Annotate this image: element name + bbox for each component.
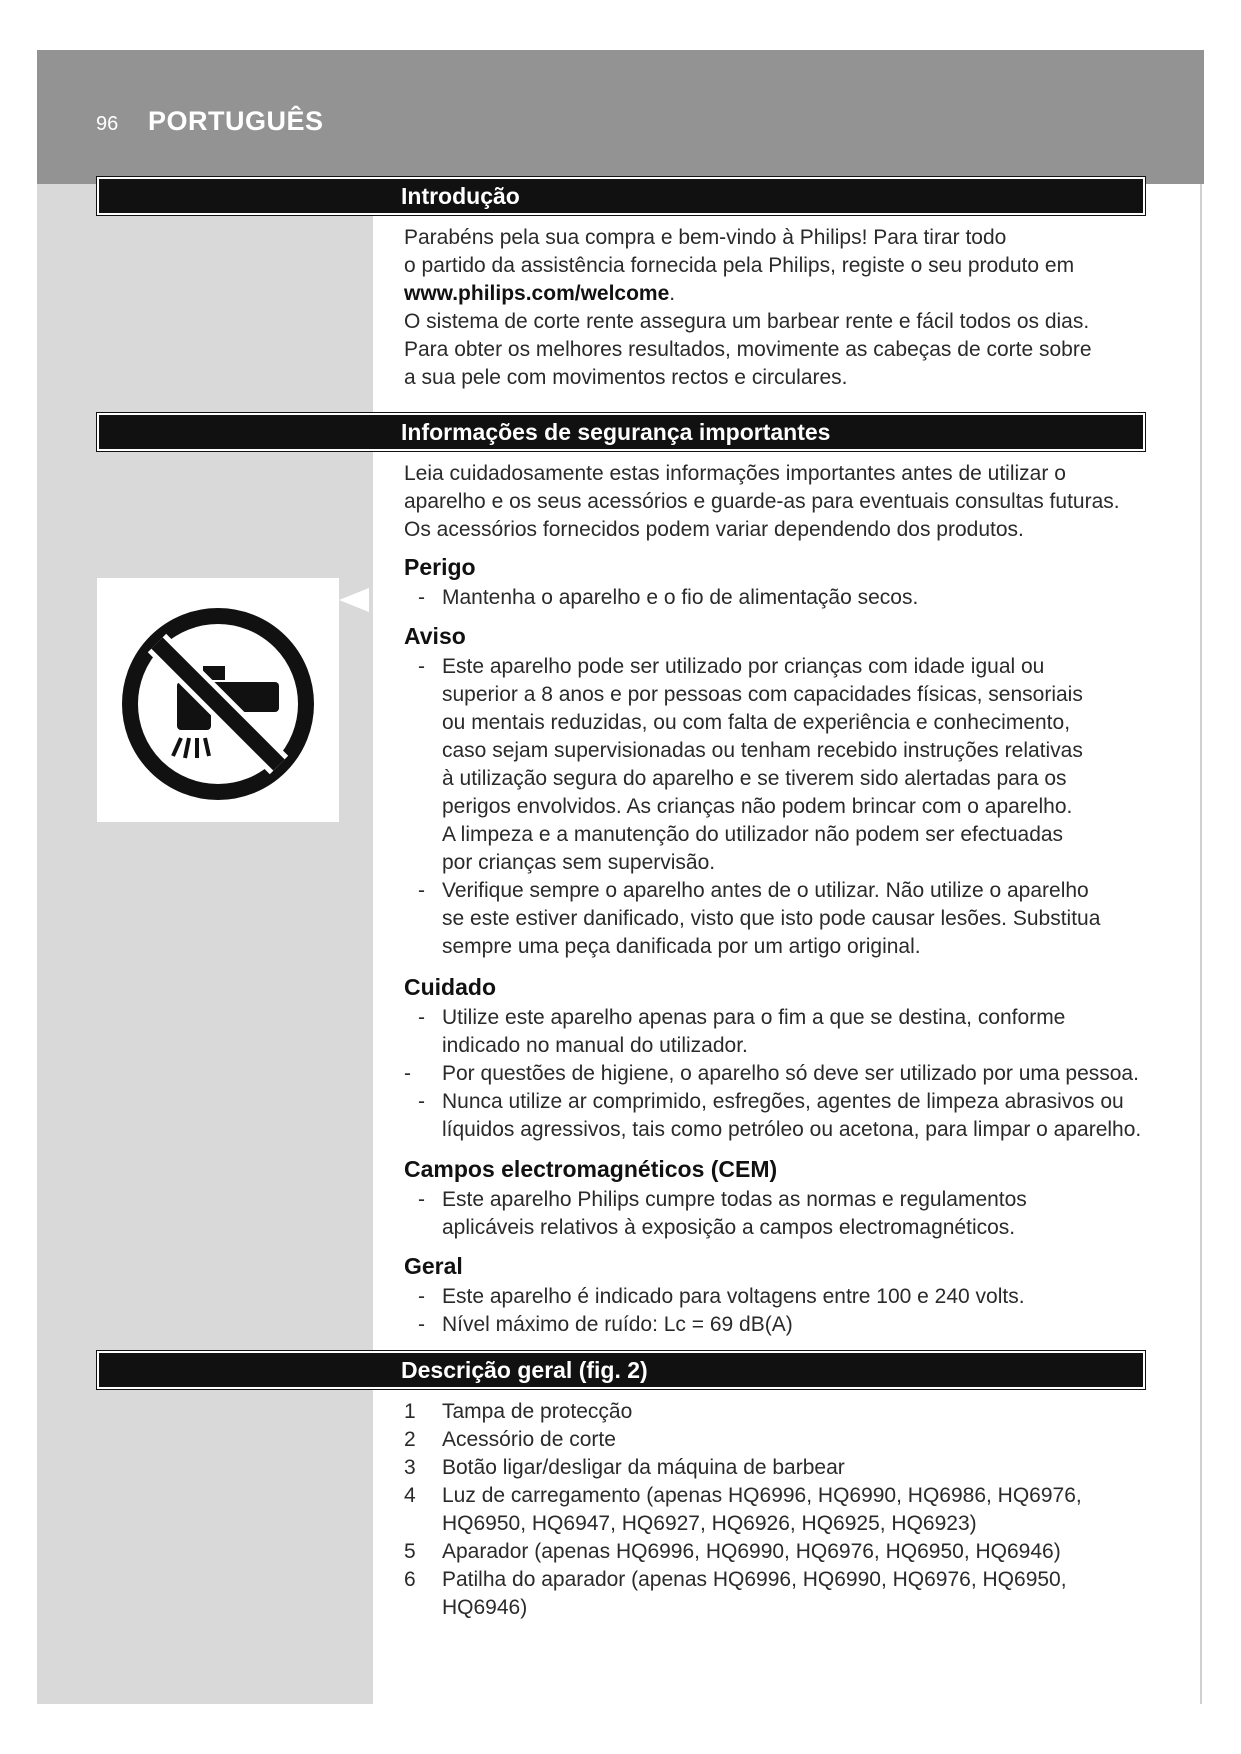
text-line: Parabéns pela sua compra e bem-vindo à Philips! Para tirar todo (404, 226, 1007, 249)
warning-pictogram (97, 578, 339, 822)
caution-heading: Cuidado (404, 974, 496, 1000)
page-number: 96 (96, 113, 119, 135)
general-heading: Geral (404, 1253, 463, 1279)
emf-list (404, 1186, 1164, 1242)
list-item: - Este aparelho pode ser utilizado por crianças com idade igual ou superior a 8 anos e por pessoas com capacidades físicas, sensoriais ou mentais reduzidas, ou com falta de experiência e conhecimento, caso sejam supervisionadas ou tenham recebido instruções relativas à utilização segura do aparelho e se tiverem sido alertadas para os perigos envolvidos. As crianças não podem brincar com o aparelho. A limpeza e a manutenção do utilizador não podem ser efectuadas por crianças sem supervisão. (418, 655, 1083, 874)
list-item: - Nível máximo de ruído: Lc = 69 dB(A) (418, 1313, 793, 1336)
pictogram-pointer (339, 588, 369, 612)
list-item: - Por questões de higiene, o aparelho só deve ser utilizado por uma pessoa. (404, 1062, 1139, 1085)
list-item: 5 Aparador (apenas HQ6996, HQ6990, HQ6976, HQ6950, HQ6946) (404, 1540, 1061, 1563)
text-line: Leia cuidadosamente estas informações importantes antes de utilizar o (404, 462, 1066, 485)
overview-list (404, 1398, 1164, 1622)
danger-heading: Perigo (404, 554, 476, 580)
list-item: 3 Botão ligar/desligar da máquina de barbear (404, 1456, 845, 1479)
text-line: o partido da assistência fornecida pela Philips, registe o seu produto em (404, 254, 1075, 277)
section-title: Descrição geral (fig. 2) (401, 1357, 648, 1383)
text-line: O sistema de corte rente assegura um barbear rente e fácil todos os dias. (404, 310, 1090, 333)
emf-heading: Campos electromagnéticos (CEM) (404, 1156, 778, 1182)
section-bar-overview (97, 1351, 1145, 1389)
warning-list (404, 653, 1164, 961)
list-item: - Verifique sempre o aparelho antes de o utilizar. Não utilize o aparelho se este estiver danificado, visto que isto pode causar lesões. Substitua sempre uma peça danificada por um artigo original. (418, 879, 1101, 958)
section-title: Introdução (401, 183, 520, 209)
right-margin-rule (1200, 184, 1202, 1704)
general-list (404, 1283, 1164, 1339)
list-item: 2 Acessório de corte (404, 1428, 616, 1451)
list-item: - Este aparelho Philips cumpre todas as normas e regulamentos aplicáveis relativos à exposição a campos electromagnéticos. (418, 1188, 1027, 1239)
section-bar-safety (97, 413, 1145, 451)
text-line: Os acessórios fornecidos podem variar dependendo dos produtos. (404, 518, 1024, 541)
introduction-text (404, 224, 1164, 392)
no-water-tap-icon (97, 578, 339, 822)
section-bar-introduction (97, 177, 1145, 215)
text-line (404, 280, 1164, 308)
list-item: 1 Tampa de protecção (404, 1400, 633, 1423)
caution-list (404, 1004, 1164, 1144)
warning-heading: Aviso (404, 623, 466, 649)
registration-link[interactable]: www.philips.com/welcome (404, 282, 670, 305)
list-item: 6 Patilha do aparador (apenas HQ6996, HQ6990, HQ6976, HQ6950, HQ6946) (404, 1568, 1067, 1619)
list-item: - Mantenha o aparelho e o fio de alimentação secos. (418, 586, 919, 609)
link-suffix: . (669, 282, 676, 305)
language-title: PORTUGUÊS (148, 106, 324, 136)
list-item: - Este aparelho é indicado para voltagens entre 100 e 240 volts. (418, 1285, 1025, 1308)
text-line: a sua pele com movimentos rectos e circulares. (404, 366, 848, 389)
safety-intro-text (404, 460, 1164, 544)
section-title: Informações de segurança importantes (401, 419, 831, 445)
list-item: - Nunca utilize ar comprimido, esfregões, agentes de limpeza abrasivos ou líquidos agressivos, tais como petróleo ou acetona, para limpar o aparelho. (418, 1090, 1142, 1141)
danger-list (404, 584, 1164, 612)
left-margin-column (37, 184, 373, 1704)
list-item: 4 Luz de carregamento (apenas HQ6996, HQ6990, HQ6986, HQ6976, HQ6950, HQ6947, HQ6927, HQ6926, HQ6925, HQ6923) (404, 1484, 1082, 1535)
list-item: - Utilize este aparelho apenas para o fim a que se destina, conforme indicado no manual do utilizador. (418, 1006, 1066, 1057)
text-line: aparelho e os seus acessórios e guarde-as para eventuais consultas futuras. (404, 490, 1120, 513)
text-line: Para obter os melhores resultados, movimente as cabeças de corte sobre (404, 338, 1092, 361)
